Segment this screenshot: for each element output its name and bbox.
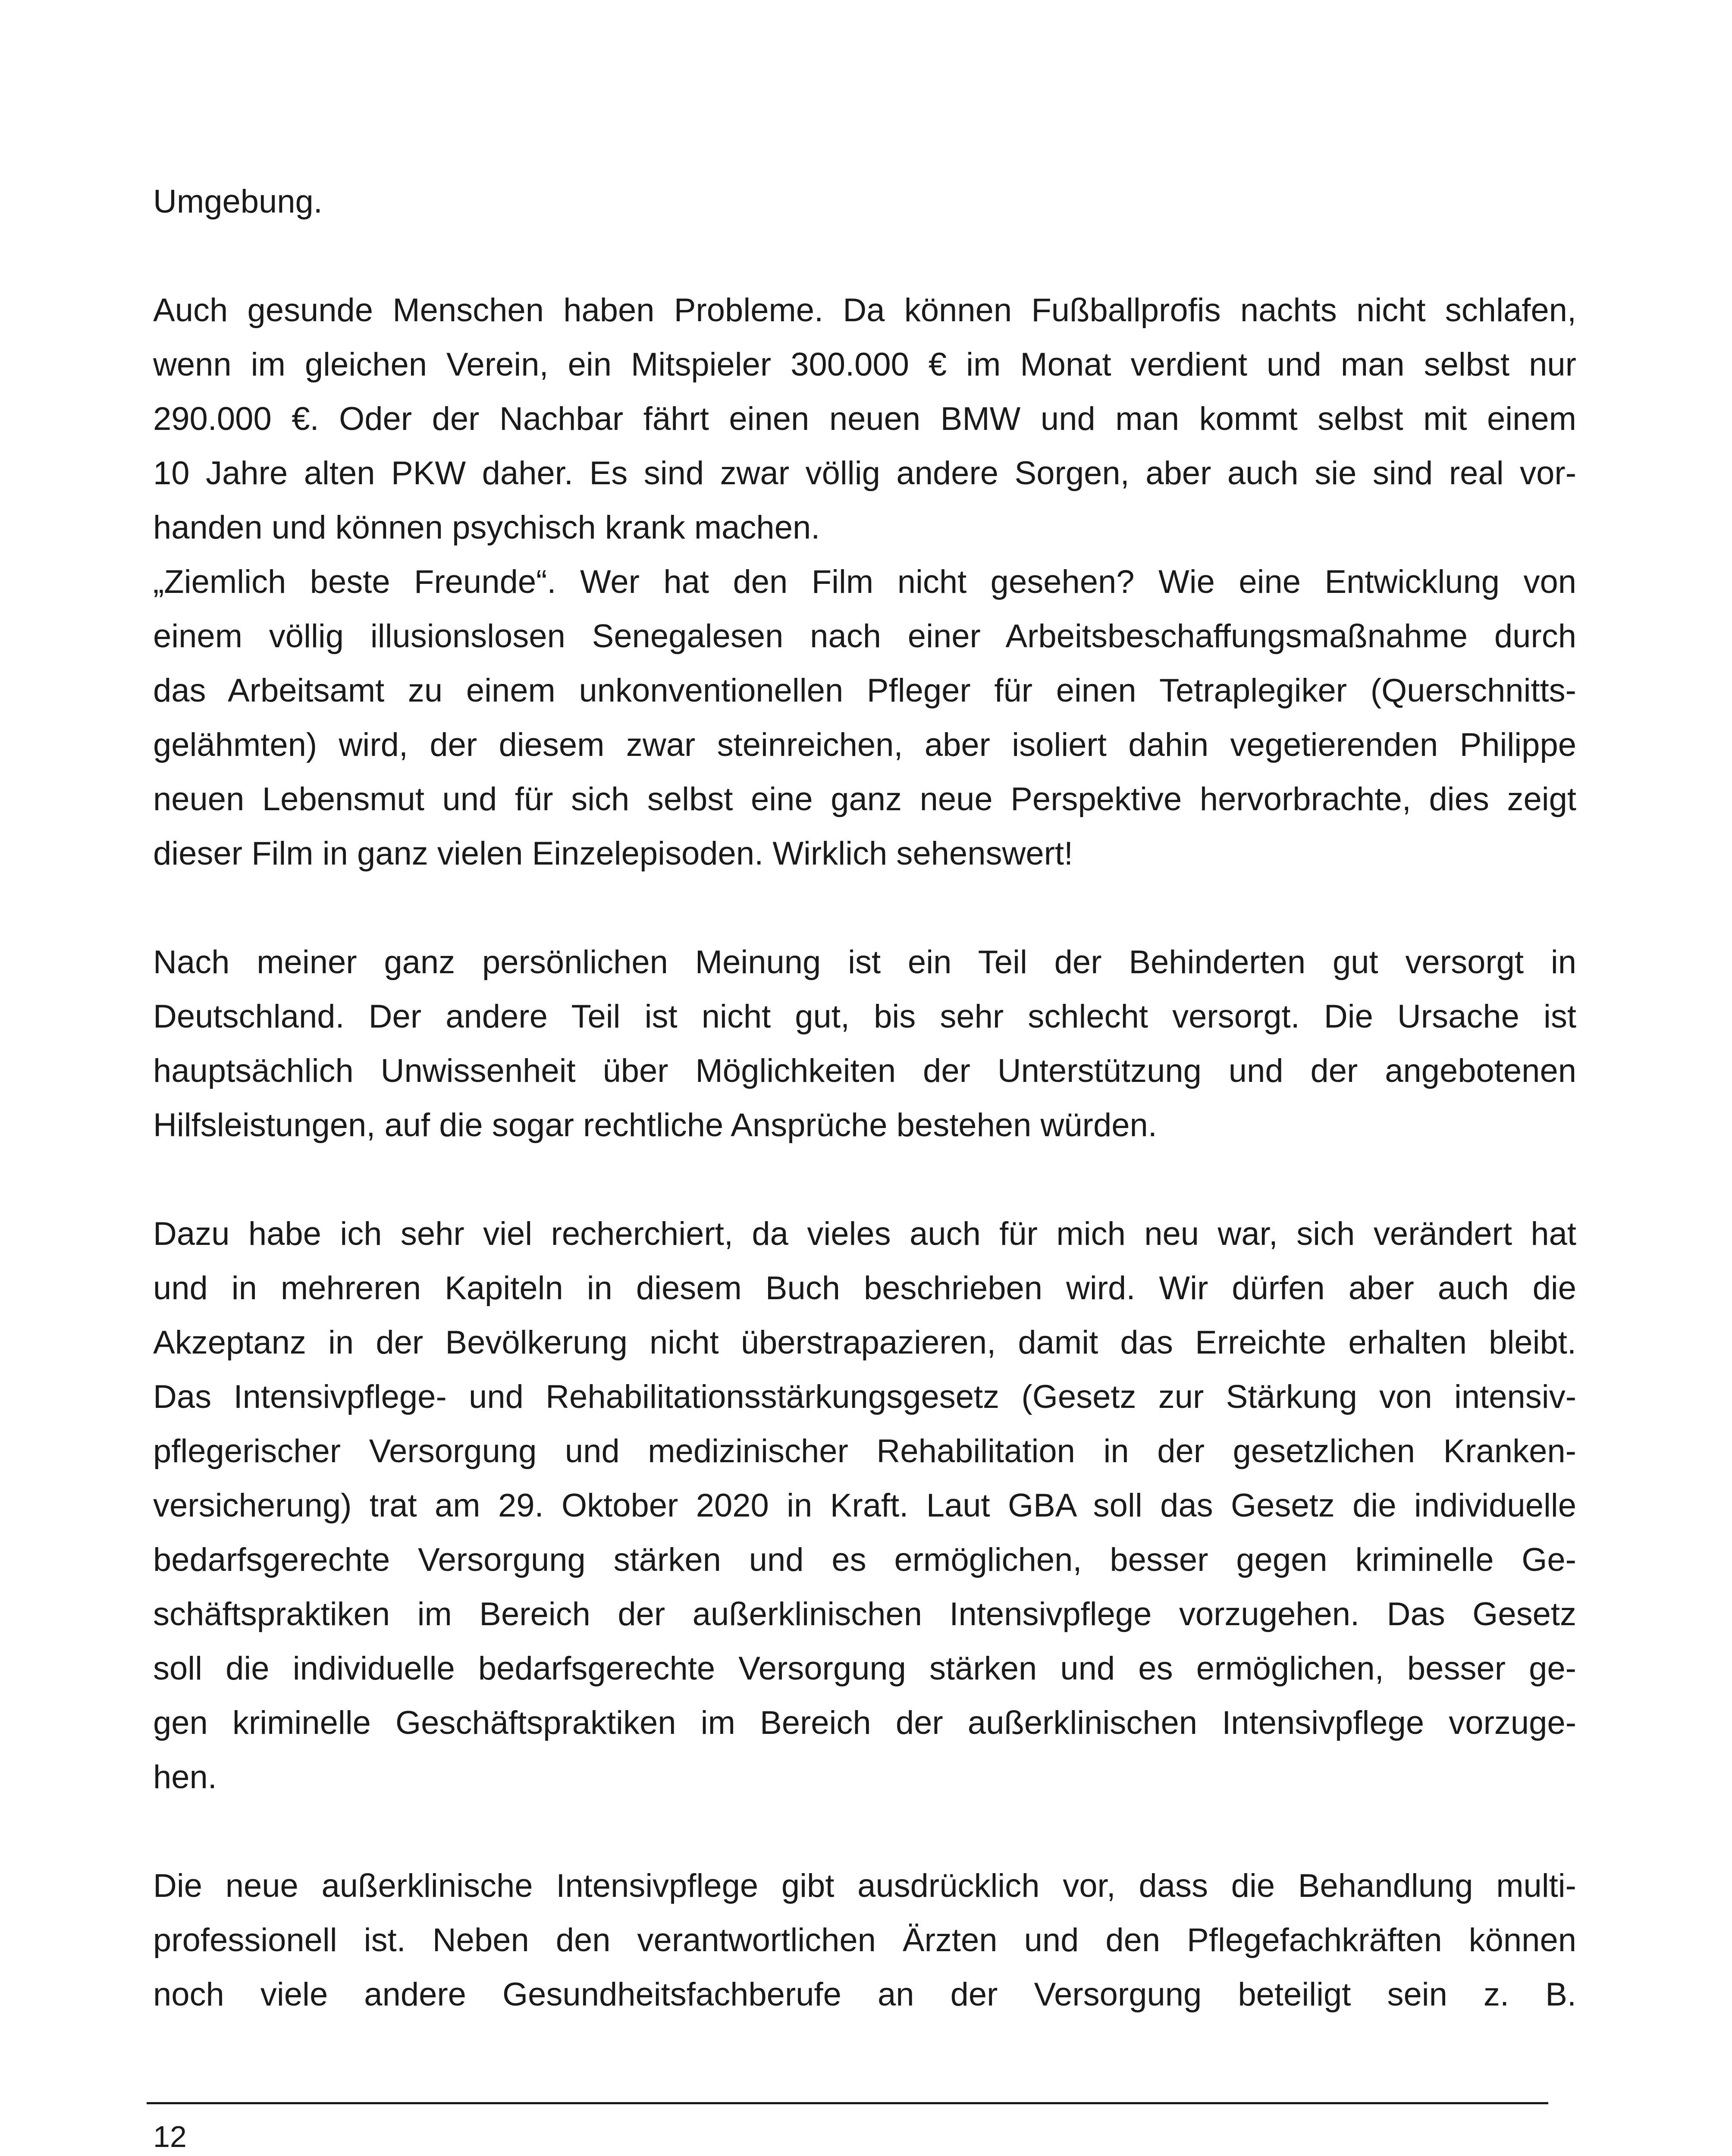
text-line: einem völlig illusionslosen Senegalesen nach einer Arbeitsbeschaffungsmaßnahme durch <box>153 618 1576 655</box>
body-text <box>153 175 1576 2022</box>
text-line: gen kriminelle Geschäftspraktiken im Bereich der außerklinischen Intensivpflege vorzuge- <box>153 1705 1576 1741</box>
text-line: soll die individuelle bedarfsgerechte Versorgung stärken und es ermöglichen, besser ge- <box>153 1650 1576 1687</box>
text-line: hauptsächlich Unwissenheit über Möglichkeiten der Unterstützung und der angebotenen <box>153 1053 1576 1089</box>
text-line: Akzeptanz in der Bevölkerung nicht überstrapazieren, damit das Erreichte erhalten bleibt. <box>153 1324 1576 1361</box>
text-line: Hilfsleistungen, auf die sogar rechtliche Ansprüche bestehen würden. <box>153 1107 1157 1144</box>
text-line: noch viele andere Gesundheitsfachberufe an der Versorgung beteiligt sein z. B. <box>153 1976 1576 2013</box>
footer-rule <box>147 2102 1548 2104</box>
text-line: gelähmten) wird, der diesem zwar steinreichen, aber isoliert dahin vegetierenden Philippe <box>153 727 1576 763</box>
text-line: und in mehreren Kapiteln in diesem Buch beschrieben wird. Wir dürfen aber auch die <box>153 1270 1576 1307</box>
text-line: „Ziemlich beste Freunde“. Wer hat den Film nicht gesehen? Wie eine Entwicklung von <box>153 564 1576 600</box>
text-line: neuen Lebensmut und für sich selbst eine ganz neue Perspektive hervorbrachte, dies zeigt <box>153 781 1576 818</box>
page-number: 12 <box>153 2120 187 2153</box>
text-line: 290.000 €. Oder der Nachbar fährt einen neuen BMW und man kommt selbst mit einem <box>153 401 1576 437</box>
text-line: Dazu habe ich sehr viel recherchiert, da vieles auch für mich neu war, sich verändert hat <box>153 1216 1576 1252</box>
text-line: Deutschland. Der andere Teil ist nicht gut, bis sehr schlecht versorgt. Die Ursache ist <box>153 998 1576 1035</box>
text-line: Das Intensivpflege- und Rehabilitationsstärkungsgesetz (Gesetz zur Stärkung von intensiv- <box>153 1379 1576 1415</box>
paragraph-gap <box>153 1153 1576 1207</box>
text-line: schäftspraktiken im Bereich der außerklinischen Intensivpflege vorzugehen. Das Gesetz <box>153 1596 1576 1633</box>
text-line: Auch gesunde Menschen haben Probleme. Da können Fußballprofis nachts nicht schlafen, <box>153 292 1576 329</box>
text-line: wenn im gleichen Verein, ein Mitspieler 300.000 € im Monat verdient und man selbst nur <box>153 346 1576 383</box>
text-line: Die neue außerklinische Intensivpflege gibt ausdrücklich vor, dass die Behandlung multi- <box>153 1868 1576 1904</box>
text-line: pflegerischer Versorgung und medizinischer Rehabilitation in der gesetzlichen Kranken- <box>153 1433 1576 1470</box>
text-line: bedarfsgerechte Versorgung stärken und es ermöglichen, besser gegen kriminelle Ge- <box>153 1542 1576 1578</box>
paragraph-gap <box>153 881 1576 935</box>
text-line: 10 Jahre alten PKW daher. Es sind zwar völlig andere Sorgen, aber auch sie sind real vor- <box>153 455 1576 492</box>
text-line: professionell ist. Neben den verantwortlichen Ärzten und den Pflegefachkräften können <box>153 1922 1576 1959</box>
paragraph-gap <box>153 1805 1576 1859</box>
text-line: hen. <box>153 1759 217 1796</box>
text-line: dieser Film in ganz vielen Einzelepisoden. Wirklich sehenswert! <box>153 835 1073 872</box>
text-line: handen und können psychisch krank machen. <box>153 509 820 546</box>
paragraph-gap <box>153 229 1576 283</box>
text-line: Nach meiner ganz persönlichen Meinung ist ein Teil der Behinderten gut versorgt in <box>153 944 1576 981</box>
text-line: Umgebung. <box>153 183 323 220</box>
text-line: versicherung) trat am 29. Oktober 2020 in Kraft. Laut GBA soll das Gesetz die individuelle <box>153 1487 1576 1524</box>
text-line: das Arbeitsamt zu einem unkonventionellen Pfleger für einen Tetraplegiker (Querschnitts- <box>153 672 1576 709</box>
